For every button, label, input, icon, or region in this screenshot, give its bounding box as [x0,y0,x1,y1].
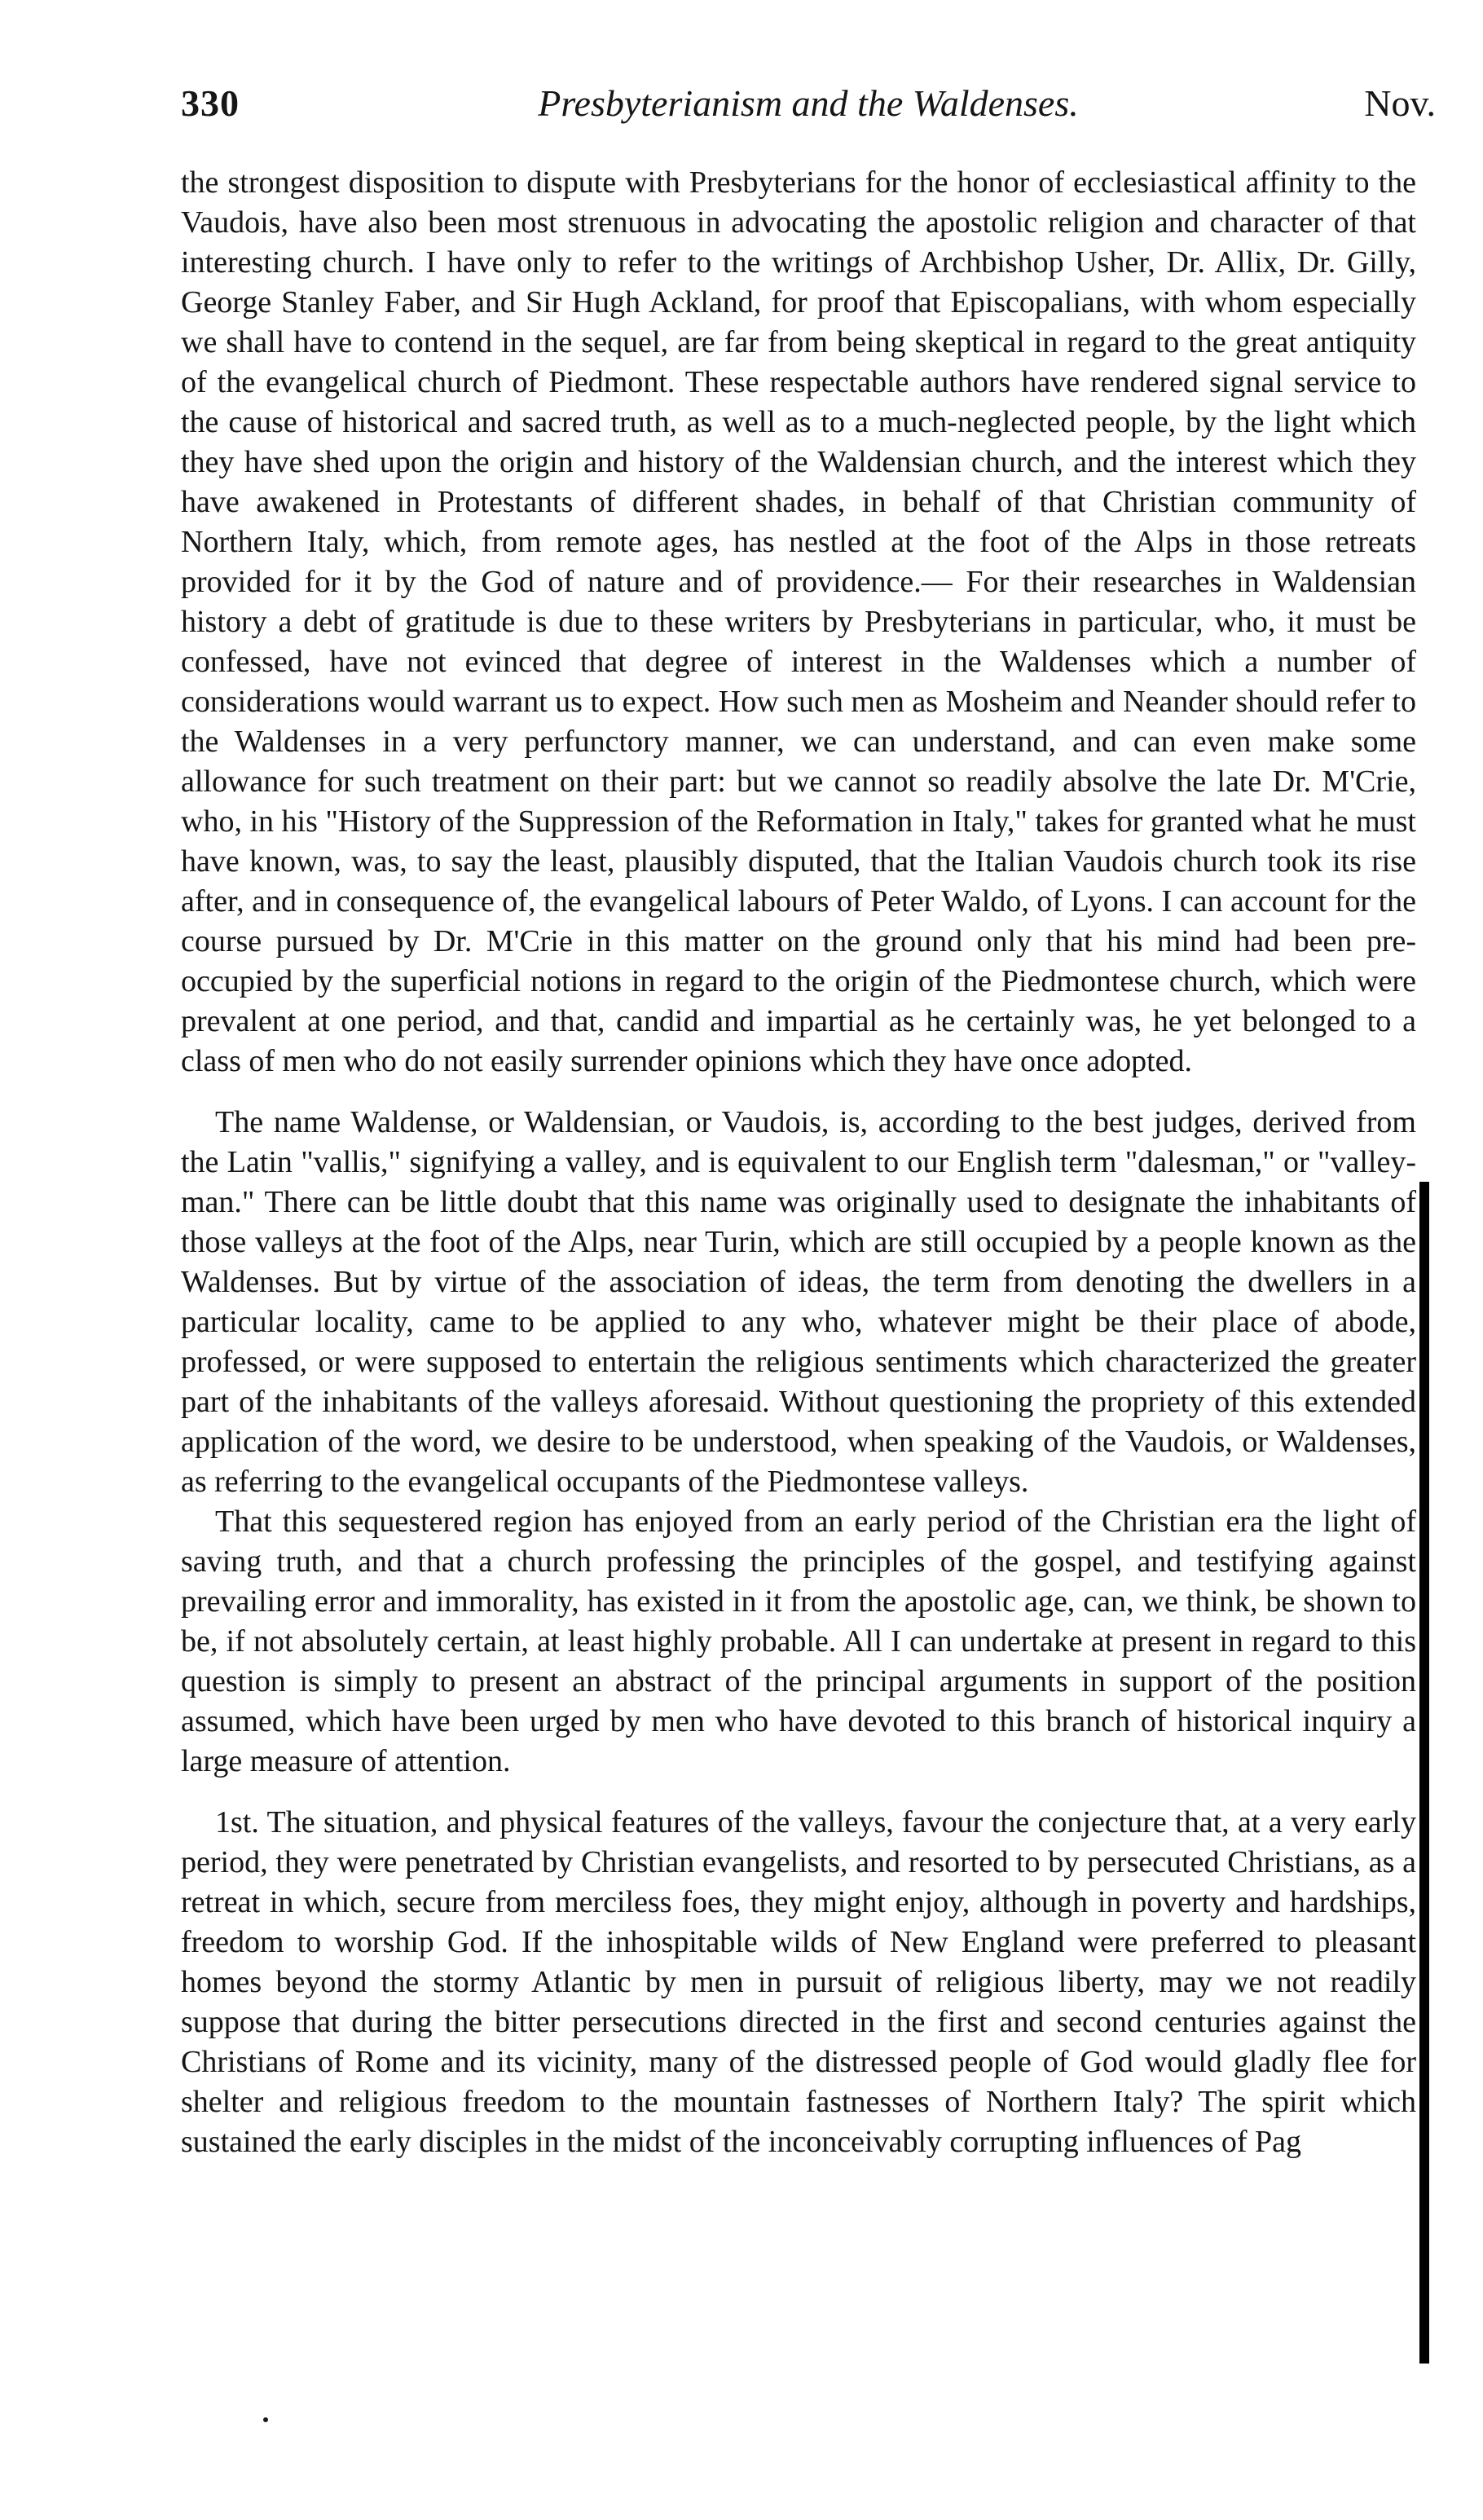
running-month: Nov. [1364,82,1436,124]
paragraph-first-argument: 1st. The situation, and physical features of the valleys, favour the conjecture that, at a very early period, they were penetrated by Christian evangelists, and resorted to by persecuted Christians, as a retreat in which, secure from merciless foes, they might enjoy, although in poverty and hardships, freedom to worship God. If the inhospitable wilds of New England were preferred to pleasant homes beyond the stormy Atlantic by men in pursuit of religious liberty, may we not readily suppose that during the bitter persecutions directed in the first and second centuries against the Christians of Rome and its vicinity, many of the distressed people of God would gladly flee for shelter and religious freedom to the mountain fastnesses of Northern Italy? The spirit which sustained the early disciples in the midst of the inconceivably corrupting influences of Pag [181,1805,1416,2159]
running-head [181,75,1436,132]
paragraph-name-origin: The name Waldense, or Waldensian, or Vaudois, is, according to the best judges, derived from the Latin "vallis," signifying a valley, and is equivalent to our English term "dalesman," or "valley-man." There can be little doubt that this name was originally used to designate the inhabitants of those valleys at the foot of the Alps, near Turin, which are still occupied by a people known as the Waldenses. But by virtue of the association of ideas, the term from denoting the dwellers in a particular locality, came to be applied to any who, whatever might be their place of abode, professed, or were supposed to entertain the religious sentiments which characterized the greater part of the inhabitants of the valleys aforesaid. Without questioning the propriety of this extended application of the word, we desire to be understood, when speaking of the Vaudois, or Waldenses, as referring to the evangelical occupants of the Piedmontese valleys. [181,1105,1416,1499]
page-number: 330 [181,82,240,124]
paragraph-continuation: the strongest disposition to dispute with Presbyterians for the honor of ecclesiastical affinity to the Vaudois, have also been most strenuous in advocating the apostolic religion and character of that interesting church. I have only to refer to the writings of Archbishop Usher, Dr. Allix, Dr. Gilly, George Stanley Faber, and Sir Hugh Ackland, for proof that Episcopalians, with whom especially we shall have to contend in the sequel, are far from being skeptical in regard to the great antiquity of the evangelical church of Piedmont. These respectable authors have rendered signal service to the cause of historical and sacred truth, as well as to a much-neglected people, by the light which they have shed upon the origin and history of the Waldensian church, and the interest which they have awakened in Protestants of different shades, in behalf of that Christian community of Northern Italy, which, from remote ages, has nestled at the foot of the Alps in those retreats provided for it by the God of nature and of providence.— For their researches in Waldensian history a debt of gratitude is due to these writers by Presbyterians in particular, who, it must be confessed, have not evinced that degree of interest in the Waldenses which a number of considerations would warrant us to expect. How such men as Mosheim and Neander should refer to the Waldenses in a very perfunctory manner, we can understand, and can even make some allowance for such treatment on their part: but we cannot so readily absolve the late Dr. M'Crie, who, in his "History of the Suppression of the Reformation in Italy," takes for granted what he must have known, was, to say the least, plausibly disputed, that the Italian Vaudois church took its rise after, and in consequence of, the evangelical labours of Peter Waldo, of Lyons. I can account for the course pursued by Dr. M'Crie in this matter on the ground only that his mind had been pre-occupied by the superficial notions in regard to the origin of the Piedmontese church, which were prevalent at one period, and that, candid and impartial as he certainly was, he yet belonged to a class of men who do not easily surrender opinions which they have once adopted. [181,165,1416,1078]
paragraph-sequestered-region: That this sequestered region has enjoyed from an early period of the Christian era the light of saving truth, and that a church professing the principles of the gospel, and testifying against prevailing error and immorality, has existed in it from the apostolic age, can, we think, be shown to be, if not absolutely certain, at least highly probable. All I can undertake at present in regard to this question is simply to present an abstract of the principal arguments in support of the position assumed, which have been urged by men who have devoted to this branch of historical inquiry a large measure of attention. [181,1505,1416,1778]
body-text [181,163,1416,2162]
running-title: Presbyterianism and the Waldenses. [538,82,1079,124]
scan-speck [263,2417,268,2422]
scan-edge-shadow [1419,1182,1429,2364]
